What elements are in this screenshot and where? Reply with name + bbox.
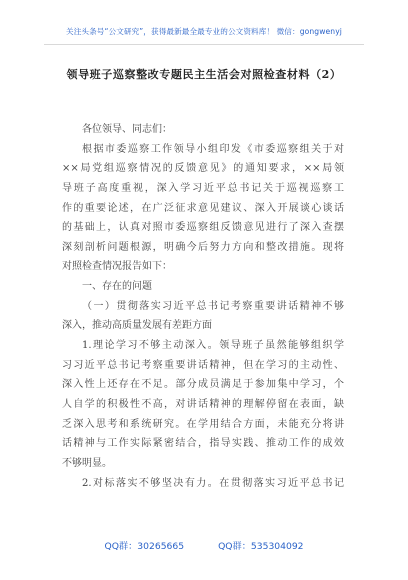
body-line: 深刻剖析问题根源，明确今后努力方向和整改措施。现将 [62, 241, 344, 253]
footer-qq-group-1: QQ群：30265665 [104, 541, 185, 552]
salutation-line: 各位领导、同志们： [82, 124, 172, 135]
body-line: ××局党组巡察情况的反馈意见》的通知要求，××局领 [62, 163, 344, 175]
body-line: 习习近平总书记考察重要讲话精神，但在学习的主动性、 [62, 359, 344, 371]
footer-qq-group-2: QQ群：535304092 [218, 541, 304, 552]
body-line: 1.理论学习不够主动深入。领导班子虽然能够组织学 [82, 340, 344, 352]
document-body [62, 120, 344, 493]
body-line: 对照检查情况报告如下： [62, 261, 172, 273]
body-line: 作的重要论述，在广泛征求意见建议、深入开展谈心谈话 [62, 202, 344, 214]
header-banner: 关注头条号“公文研究”，获得最新最全最专业的公文资料库！ 微信：gongwenyj [66, 27, 342, 36]
footer-contacts [0, 538, 408, 552]
body-line: 根据市委巡察工作领导小组印发《市委巡察组关于对 [82, 143, 344, 155]
body-line: 2.对标落实不够坚决有力。在贯彻落实习近平总书记 [82, 477, 344, 489]
body-line: 话精神与工作实际紧密结合，指导实践、推动工作的成效 [62, 438, 344, 450]
body-line: 人自学的积极性不高，对讲话精神的理解停留在表面，缺 [62, 398, 344, 410]
document-title: 领导班子巡察整改专题民主生活会对照检查材料（2） [66, 68, 342, 81]
body-line: 的基础上，认真对照市委巡察组反馈意见进行了深入查摆 [62, 222, 344, 234]
subsection-heading-continued: 深入，推动高质量发展有差距方面 [62, 320, 212, 332]
body-line: 深入性上还存在不足。部分成员满足于参加集中学习，个 [62, 379, 344, 391]
section-heading: 一、存在的问题 [82, 281, 152, 293]
header-divider [44, 44, 364, 45]
body-line: 导班子高度重视，深入学习近平总书记关于巡视巡察工 [62, 182, 344, 194]
body-line: 乏深入思考和系统研究。在学用结合方面，未能充分将讲 [62, 418, 344, 430]
subsection-heading: （一）贯彻落实习近平总书记考察重要讲话精神不够 [82, 300, 344, 312]
body-line: 不够明显。 [62, 457, 112, 469]
